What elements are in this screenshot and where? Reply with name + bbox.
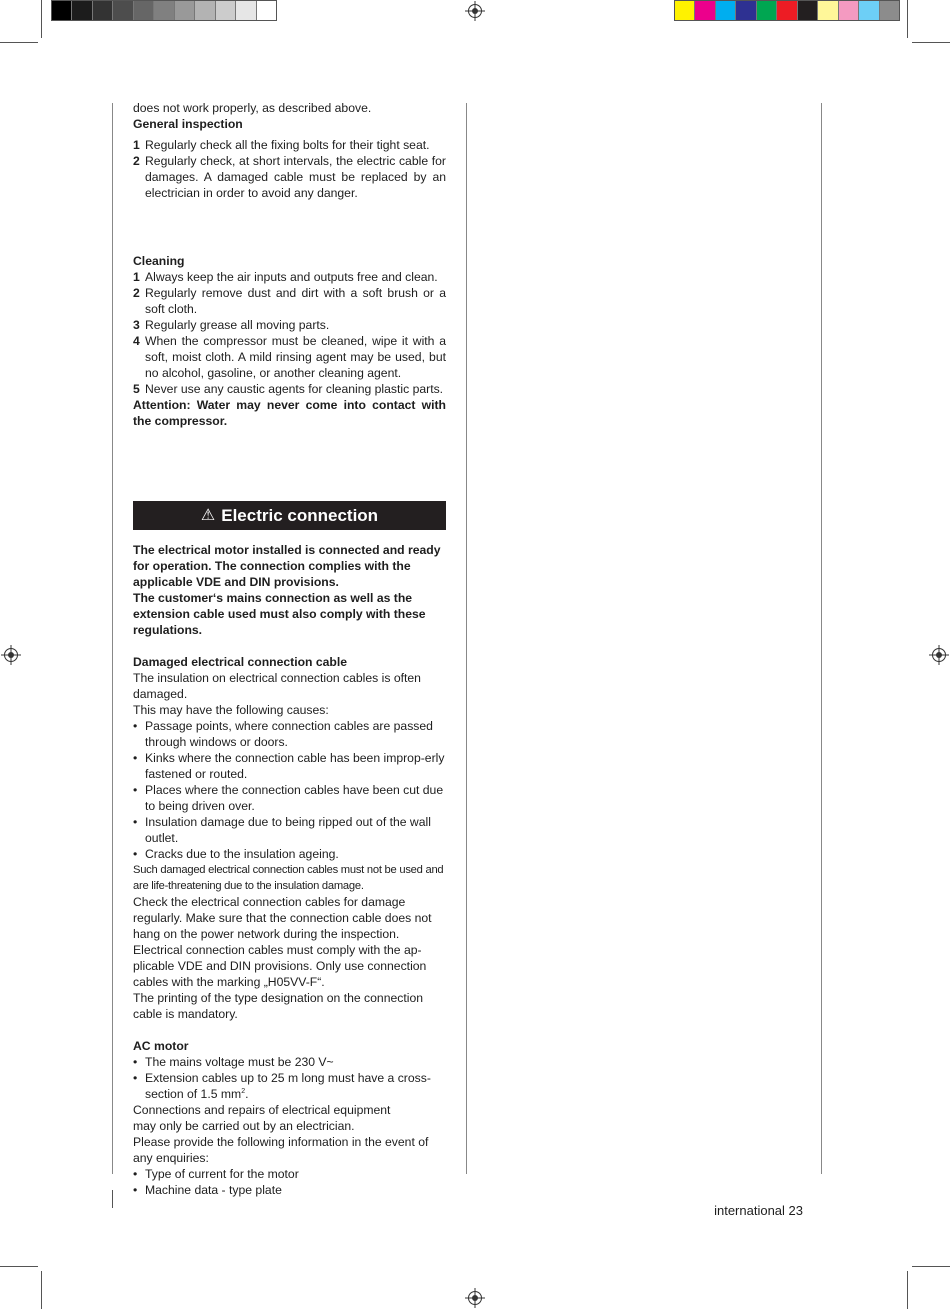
bullet-item [133, 750, 446, 782]
electric-connection-banner [133, 501, 446, 530]
bullet-text: Places where the connection cables have been cut due to being driven over. [145, 783, 444, 813]
damaged-cable-heading: Damaged electrical connection cable [133, 655, 348, 669]
color-swatch [859, 1, 879, 20]
registration-mark-icon [468, 1291, 482, 1305]
item-number: 2 [133, 286, 140, 300]
bullet-item [133, 1070, 446, 1102]
process-color-bar [674, 0, 900, 21]
color-swatch [93, 1, 113, 20]
paragraph: Connections and repairs of electrical equipment may only be carried out by an electrician. [133, 1103, 391, 1133]
danger-note: Such damaged electrical connection cables must not be used and are life-threatening due to the insulation damage. [133, 864, 444, 892]
paragraph: The printing of the type designation on the connection cable is mandatory. [133, 991, 423, 1021]
color-swatch [236, 1, 256, 20]
crop-mark [41, 0, 42, 38]
color-swatch [757, 1, 777, 20]
crop-mark [907, 0, 908, 38]
registration-mark-icon [468, 4, 482, 18]
bullet-icon: • [133, 847, 138, 861]
color-swatch [777, 1, 797, 20]
sentence-end: . [245, 1087, 249, 1101]
banner-title: Electric connection [221, 505, 379, 525]
warning-triangle-icon: ⚠ [200, 506, 216, 524]
item-text: Never use any caustic agents for cleaning plastic parts. [145, 382, 444, 396]
bullet-item [133, 1054, 446, 1070]
bullet-item [133, 782, 446, 814]
attention-note: Attention: Water may never come into contact with the compressor. [133, 398, 446, 428]
bullet-text: Cracks due to the insulation ageing. [145, 847, 339, 861]
color-swatch [818, 1, 838, 20]
crop-mark [0, 1266, 38, 1267]
item-number: 1 [133, 270, 140, 284]
bullet-icon: • [133, 783, 138, 797]
item-text: Regularly check, at short intervals, the electric cable for damages. A damaged cable must be replaced by an electrician in order to avoid any danger. [145, 154, 446, 200]
bullet-item [133, 1182, 446, 1198]
item-text: Regularly check all the fixing bolts for their tight seat. [145, 138, 430, 152]
crop-mark [112, 1190, 113, 1208]
cross-section-text: Extension cables up to 25 m long must have a cross-section of 1.5 mm [145, 1071, 431, 1101]
color-swatch [798, 1, 818, 20]
item-text: When the compressor must be cleaned, wipe it with a soft, moist cloth. A mild rinsing agent may be used, but no alcohol, gasoline, or another cleaning agent. [145, 334, 446, 380]
item-number: 5 [133, 382, 140, 396]
list-item [133, 153, 446, 201]
color-swatch [839, 1, 859, 20]
superscript: 2 [241, 1087, 246, 1095]
electric-intro-1: The electrical motor installed is connected and ready for operation. The connection complies with the applicable VDE and DIN provisions. [133, 543, 441, 589]
color-swatch [736, 1, 756, 20]
color-swatch [195, 1, 215, 20]
intro-fragment: does not work properly, as described above. [133, 101, 372, 115]
item-number: 2 [133, 154, 140, 168]
color-swatch [216, 1, 236, 20]
crop-mark [907, 1271, 908, 1309]
color-swatch [695, 1, 715, 20]
paragraph: This may have the following causes: [133, 703, 329, 717]
bullet-text: Passage points, where connection cables are passed through windows or doors. [145, 719, 433, 749]
item-number: 3 [133, 318, 140, 332]
list-item [133, 381, 446, 397]
bullet-icon: • [133, 1055, 138, 1069]
column-rule [112, 103, 113, 1174]
bullet-icon: • [133, 1167, 138, 1181]
color-swatch [113, 1, 133, 20]
list-item [133, 317, 446, 333]
crop-mark [912, 1266, 950, 1267]
electric-intro-2: The customer‘s mains connection as well as the extension cable used must also comply with these regulations. [133, 591, 426, 637]
color-swatch [880, 1, 899, 20]
bullet-text [145, 1070, 446, 1102]
paragraph: The insulation on electrical connection cables is often damaged. [133, 671, 421, 701]
item-text: Regularly grease all moving parts. [145, 318, 330, 332]
color-swatch [675, 1, 695, 20]
list-item [133, 269, 446, 285]
bullet-icon: • [133, 1071, 138, 1085]
ac-motor-heading: AC motor [133, 1039, 189, 1053]
paragraph: Check the electrical connection cables for damage regularly. Make sure that the connection cable does not hang on the power network during the inspection. [133, 895, 432, 941]
color-swatch [134, 1, 154, 20]
text-column [133, 100, 446, 1198]
bullet-icon: • [133, 751, 138, 765]
general-inspection-heading: General inspection [133, 117, 243, 131]
paragraph: Please provide the following information in the event of any enquiries: [133, 1135, 429, 1165]
item-text: Regularly remove dust and dirt with a soft brush or a soft cloth. [145, 286, 446, 316]
color-swatch [154, 1, 174, 20]
list-item [133, 333, 446, 381]
color-swatch [257, 1, 276, 20]
grayscale-color-bar [51, 0, 277, 21]
column-rule [821, 103, 822, 1174]
bullet-icon: • [133, 815, 138, 829]
column-rule [466, 103, 467, 1174]
crop-mark [912, 42, 950, 43]
bullet-item [133, 814, 446, 846]
bullet-icon: • [133, 1183, 138, 1197]
page-footer: international 23 [714, 1203, 803, 1218]
color-swatch [72, 1, 92, 20]
bullet-text: Insulation damage due to being ripped out of the wall outlet. [145, 815, 431, 845]
bullet-text: The mains voltage must be 230 V~ [145, 1055, 334, 1069]
item-number: 4 [133, 334, 140, 348]
color-swatch [175, 1, 195, 20]
bullet-text: Machine data - type plate [145, 1183, 282, 1197]
list-item [133, 137, 446, 153]
bullet-icon: • [133, 719, 138, 733]
item-number: 1 [133, 138, 140, 152]
cleaning-heading: Cleaning [133, 254, 185, 268]
color-swatch [716, 1, 736, 20]
color-swatch [52, 1, 72, 20]
bullet-item [133, 846, 446, 862]
bullet-item [133, 1166, 446, 1182]
bullet-text: Type of current for the motor [145, 1167, 299, 1181]
bullet-item [133, 718, 446, 750]
crop-mark [41, 1271, 42, 1309]
item-text: Always keep the air inputs and outputs free and clean. [145, 270, 438, 284]
bullet-text: Kinks where the connection cable has been improp-erly fastened or routed. [145, 751, 445, 781]
registration-mark-icon [4, 648, 18, 662]
paragraph: Electrical connection cables must comply with the ap-plicable VDE and DIN provisions. Only use connection cables with the marking „H05VV-F“. [133, 943, 427, 989]
crop-mark [0, 42, 38, 43]
list-item [133, 285, 446, 317]
registration-mark-icon [932, 648, 946, 662]
